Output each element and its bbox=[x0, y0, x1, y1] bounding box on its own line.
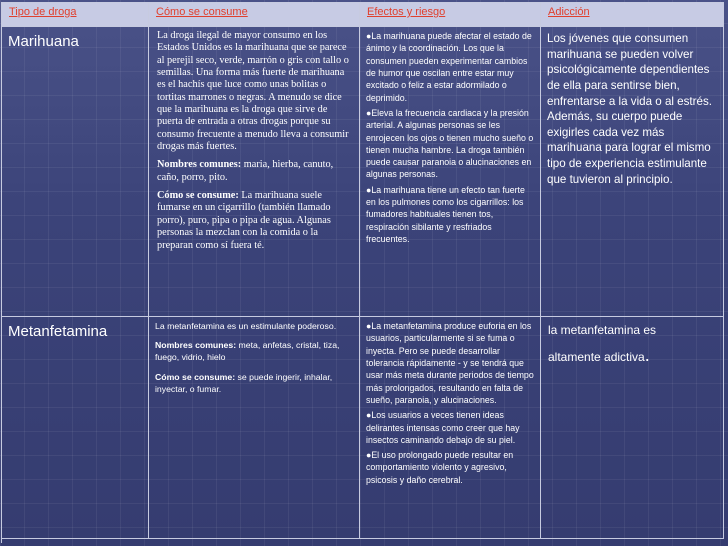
drug-table bbox=[1, 2, 724, 543]
header-cell-effects bbox=[360, 3, 541, 27]
header-cell-drug-type bbox=[2, 3, 149, 27]
table-row-marihuana-addiction bbox=[541, 27, 724, 317]
header-label: Adicción bbox=[548, 6, 590, 18]
addiction-line-2: altamente adictiva bbox=[548, 349, 645, 364]
table-row-metanfetamina-drug bbox=[2, 317, 149, 539]
addiction-line-1: la metanfetamina es bbox=[548, 323, 657, 337]
common-names: Nombres comunes: meta, anfetas, cristal, tiza, fuego, vidrio, hielo bbox=[155, 340, 340, 363]
addiction-text: Los jóvenes que consumen marihuana se pueden volver psicológicamente dependientes de ella para sentirse bien, enfrentarse a la vida o al estrés. Además, su cuerpo puede exigirles cada vez más marihuana para lograr el mismo tipo de experiencia estimulante que tuvieron al principio. bbox=[547, 32, 712, 186]
effect-item: ●Los usuarios a veces tienen ideas delirantes intensas como creer que hay insectos caminando debajo de su piel. bbox=[366, 410, 520, 445]
drug-name: Metanfetamina bbox=[8, 323, 108, 340]
table-row-metanfetamina-consume bbox=[149, 317, 360, 539]
addiction-dot: . bbox=[644, 344, 650, 365]
header-cell-addiction bbox=[541, 3, 724, 27]
table-row-marihuana-drug bbox=[2, 27, 149, 317]
header-label: Cómo se consume bbox=[156, 6, 248, 18]
effect-item: ●Eleva la frecuencia cardiaca y la presión arterial. A algunas personas se les enrojecen los ojos o tienen mucho sueño o tienen mucha hambre. La droga también puede causar paranoia o alucinaciones en algunas personas. bbox=[366, 107, 534, 180]
common-names: Nombres comunes: maria, hierba, canuto, caño, porro, pito. bbox=[157, 159, 334, 183]
header-cell-how-consumed bbox=[149, 3, 360, 27]
effect-item: ●La marihuana puede afectar el estado de ánimo y la coordinación. Los que la consumen pueden experimentar cambios de humor que oscilan entre estar muy excitado o feliz a estar adormilado o deprimido. bbox=[366, 31, 532, 103]
table-row-marihuana-effects bbox=[360, 27, 541, 317]
table-row-marihuana-consume bbox=[149, 27, 360, 317]
how-consumed: Cómo se consume: se puede ingerir, inhalar, inyectar, o fumar. bbox=[155, 371, 333, 394]
consume-paragraph: La droga ilegal de mayor consumo en los Estados Unidos es la marihuana que se parece al perejil seco, verde, marrón o gris con tallo o semillas. Una forma más fuerte de marihuana es el hachís que luce como unas bolitas o tortitas marrones o negras. A menudo se dice que la marihuana es la droga que sirve de puerta de entrada a otras drogas porque su consumo frecuente a menudo lleva a consumir drogas más fuertes. bbox=[157, 30, 349, 153]
effect-item: ●La metanfetamina produce euforia en los usuarios, particularmente si se fuma o inyecta. Pero se puede desarrollar tolerancia rápidamente - y se tendrá que usar más meta durante periodos de tiempo más prolongados, resultando en falta de sueño, paranoia, y alucinaciones. bbox=[366, 321, 534, 405]
table-row-metanfetamina-addiction bbox=[541, 317, 724, 539]
header-label: Efectos y riesgo bbox=[367, 6, 446, 18]
consume-paragraph: La metanfetamina es un estimulante poderoso. bbox=[155, 321, 337, 331]
table-row-metanfetamina-effects bbox=[360, 317, 541, 539]
header-label: Tipo de droga bbox=[9, 6, 77, 18]
drug-name: Marihuana bbox=[8, 33, 79, 50]
effect-item: ●El uso prolongado puede resultar en comportamiento violento y agresivo, psicosis y daño cerebral. bbox=[366, 450, 514, 485]
effect-item: ●La marihuana tiene un efecto tan fuerte en los pulmones como los cigarrillos: los fumadores habituales tienen tos, respiración sibilante y resfriados frecuentes. bbox=[366, 184, 525, 244]
addiction-line-2-wrap bbox=[548, 346, 719, 367]
how-consumed: Cómo se consume: La marihuana suele fumarse en un cigarrillo (también llamado porro), puro, pipa o pipa de agua. Algunas personas la mezclan con la comida o la preparan como sí fuera té. bbox=[157, 190, 331, 251]
